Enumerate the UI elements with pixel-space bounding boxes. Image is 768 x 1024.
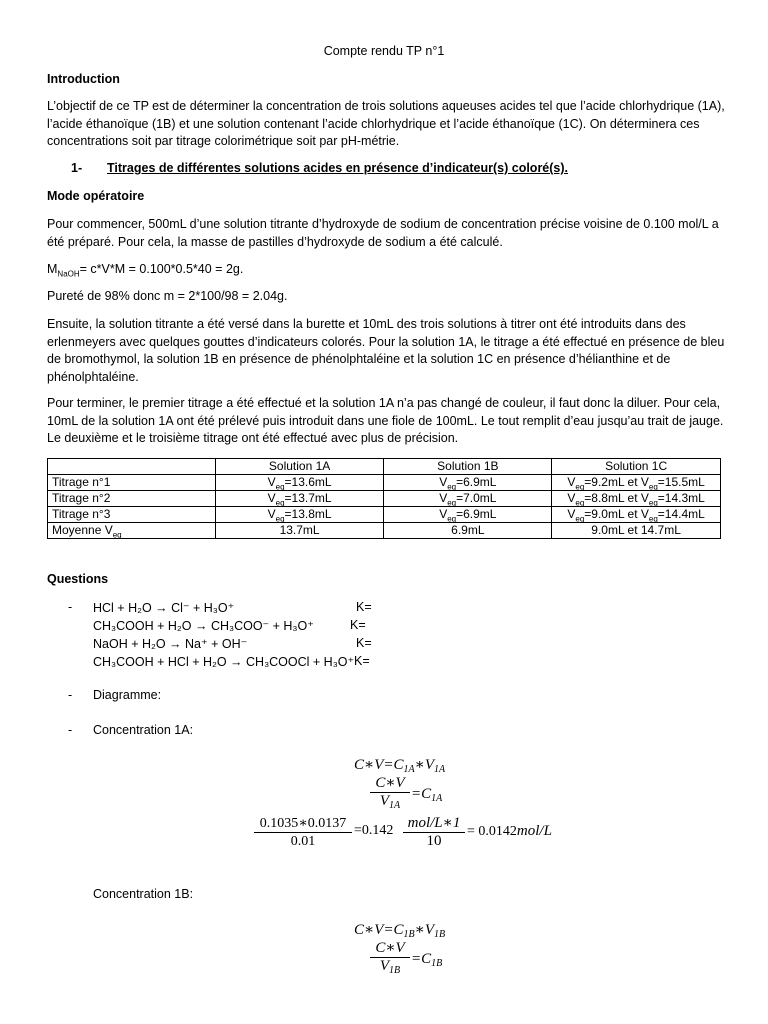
purity-formula: Pureté de 98% donc m = 2*100/98 = 2.04g.	[47, 289, 288, 303]
table-header-cell	[48, 459, 216, 475]
concentration-1a-result: = 0.0142mol/L	[467, 823, 552, 839]
table-cell: 6.9mL	[384, 523, 552, 539]
questions-heading: Questions	[47, 572, 109, 586]
table-row-mean	[48, 523, 721, 539]
equation-1a-line1: $C∗V=C_{1A}∗V_{1A}$	[354, 757, 446, 775]
table-header-cell: Solution 1A	[215, 459, 384, 475]
table-cell: $V_{eq}=13.7mL$	[215, 491, 384, 507]
titration-table	[47, 458, 721, 539]
table-cell: $V_{eq}=6.9mL$	[384, 507, 552, 523]
k-label: K=	[354, 654, 370, 668]
mode-paragraph-1: Pour commencer, 500mL d’une solution titrante d’hydroxyde de sodium de concentration précise voisine de 0.100 mol/L a été préparé. Pour cela, la masse de pastilles d’hydroxyde de sodium a été calculé.	[47, 217, 719, 249]
equation-1b-result-symbol: $=C_{1B}$	[411, 951, 443, 969]
row-label: Titrage n°2	[48, 491, 216, 507]
calc-fraction: $\frac{0.1035∗0.0137}{0.01}$	[254, 815, 352, 850]
mode-operatoire-heading: Mode opératoire	[47, 189, 145, 203]
concentration-1a-label: Concentration 1A:	[93, 723, 194, 737]
list-dash: -	[68, 688, 73, 702]
k-label: K=	[350, 618, 366, 632]
concentration-1b-label: Concentration 1B:	[93, 887, 194, 901]
equation-1b-fraction: $\frac{C∗V}{V_{1B}}$	[370, 940, 410, 979]
document-title: Compte rendu TP n°1	[323, 44, 445, 58]
introduction-paragraph: L’objectif de ce TP est de déterminer la concentration de trois solutions aqueuses acides tel que l’acide chlorhydrique (1A), l’acide éthanoïque (1B) et une solution contenant l’acide chlorhydrique et l’acide éthanoïque (1C). On déterminera ces concentrations soit par titrage colorimétrique soit par pH-métrie.	[47, 99, 725, 148]
unit-fraction: mol/L∗1 10	[403, 815, 465, 850]
table-cell: 9.0mL et 14.7mL	[552, 523, 721, 539]
table-header-row	[48, 459, 721, 475]
equation-1a-result-symbol: $=C_{1A}$	[411, 786, 443, 804]
table-cell: $V_{eq}=9.2mL$ et $V_{eq}=15.5mL$	[552, 475, 721, 491]
k-label: K=	[356, 600, 372, 614]
table-header-cell: Solution 1B	[384, 459, 552, 475]
reaction-equation: CH₃COOH + HCl + H₂O → CH₃COOCl + H₃O⁺	[93, 655, 355, 669]
table-cell: $V_{eq}=9.0mL$ et $V_{eq}=14.4mL$	[552, 507, 721, 523]
table-cell: $V_{eq}=13.6mL$	[215, 475, 384, 491]
table-row	[48, 475, 721, 491]
table-cell: $V_{eq}=7.0mL$	[384, 491, 552, 507]
equation-1b-line1: $C∗V=C_{1B}∗V_{1B}$	[354, 922, 446, 940]
mode-paragraph-2: Ensuite, la solution titrante a été versé dans la burette et 10mL des trois solutions à titrer ont été introduits dans des erlenmeyers avec quelques gouttes d’indicateurs colorés. Pour la solution 1A, le titrage a été effectué en présence de bleu de bromothymol, la solution 1B en présence de phénolphtaléine et la solution 1C en présence d’hélianthine et de phénolphtaléine.	[47, 317, 725, 384]
table-row	[48, 491, 721, 507]
row-label: Titrage n°3	[48, 507, 216, 523]
table-cell: $V_{eq}=8.8mL$ et $V_{eq}=14.3mL$	[552, 491, 721, 507]
table-cell: $V_{eq}=13.8mL$	[215, 507, 384, 523]
section-number: 1-	[71, 161, 83, 175]
mass-formula: $M_{NaOH}= c*V*M = 0.100*0.5*40 = 2g$.	[47, 262, 244, 279]
reaction-equation: CH₃COOH + H₂O → CH₃COO⁻ + H₃O⁺	[93, 619, 314, 633]
mode-paragraph-3: Pour terminer, le premier titrage a été effectué et la solution 1A n’a pas changé de couleur, il faut donc la diluer. Pour cela, 10mL de la solution 1A ont été prélevé puis introduit dans une fiole de 100mL. Le tout remplit d’eau jusqu’au trait de jauge. Le deuxième et le troisième titrage ont été effectué avec plus de précision.	[47, 396, 724, 445]
reaction-equation: NaOH + H₂O → Na⁺ + OH⁻	[93, 637, 248, 651]
table-cell: 13.7mL	[215, 523, 384, 539]
diagram-label: Diagramme:	[93, 688, 162, 702]
calc-intermediate: =0.142	[354, 823, 394, 838]
table-row	[48, 507, 721, 523]
k-label: K=	[356, 636, 372, 650]
reaction-equation: HCl + H₂O → Cl⁻ + H₃O⁺	[93, 601, 235, 615]
row-label: Moyenne $V_{eq}$	[48, 523, 216, 539]
list-dash: -	[68, 723, 73, 737]
section-title: Titrages de différentes solutions acides en présence d’indicateur(s) coloré(s).	[107, 161, 569, 175]
table-cell: $V_{eq}=6.9mL$	[384, 475, 552, 491]
table-header-cell: Solution 1C	[552, 459, 721, 475]
row-label: Titrage n°1	[48, 475, 216, 491]
equation-1a-fraction: $\frac{C∗V}{V_{1A}}$	[370, 775, 410, 814]
list-dash: -	[68, 600, 73, 614]
introduction-heading: Introduction	[47, 72, 120, 86]
